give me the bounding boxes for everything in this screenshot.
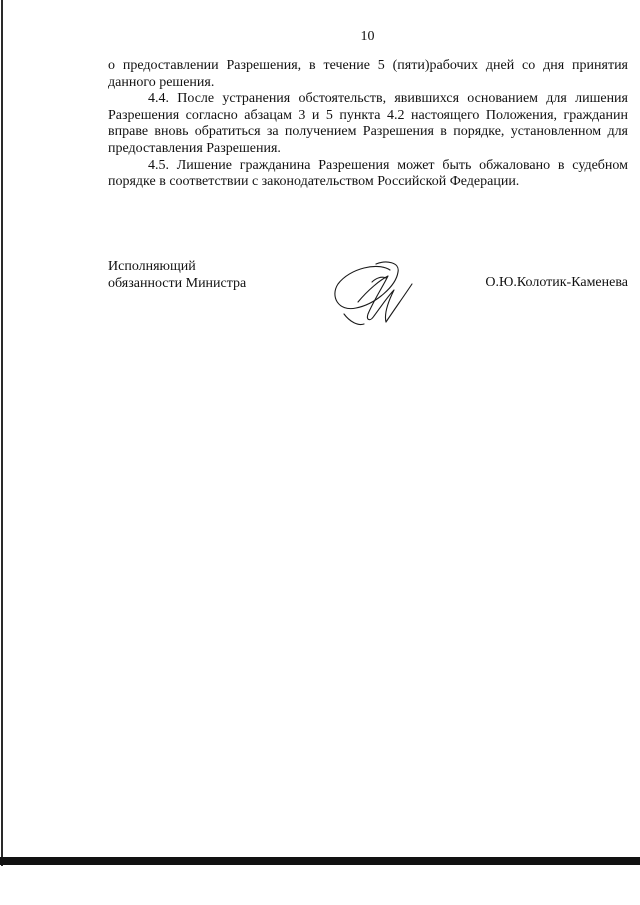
signatory-title-line2: обязанности Министра [108, 275, 247, 291]
paragraph-4-4: 4.4. После устранения обстоятельств, явившихся основанием для лишения Разрешения согласно абзацам 3 и 5 пункта 4.2 настоящего Положения, гражданин вправе вновь обратиться за получением Разрешения в порядке, установленном для предоставления Разрешения. [108, 91, 628, 156]
scan-bottom-edge [0, 857, 640, 865]
paragraph-continuation: о предоставлении Разрешения, в течение 5 (пяти)рабочих дней со дня принятия данного решения. [108, 58, 628, 90]
paragraph-4-5: 4.5. Лишение гражданина Разрешения может быть обжаловано в судебном порядке в соответствии с законодательством Российской Федерации. [108, 157, 628, 190]
scan-left-edge [1, 0, 3, 866]
handwritten-signature [328, 252, 428, 332]
signatory-title [108, 259, 246, 292]
page-number: 10 [360, 29, 375, 44]
document-body [108, 58, 628, 191]
signatory-name: О.Ю.Колотик-Каменева [485, 275, 628, 290]
signatory-title-line1: Исполняющий [108, 259, 196, 274]
